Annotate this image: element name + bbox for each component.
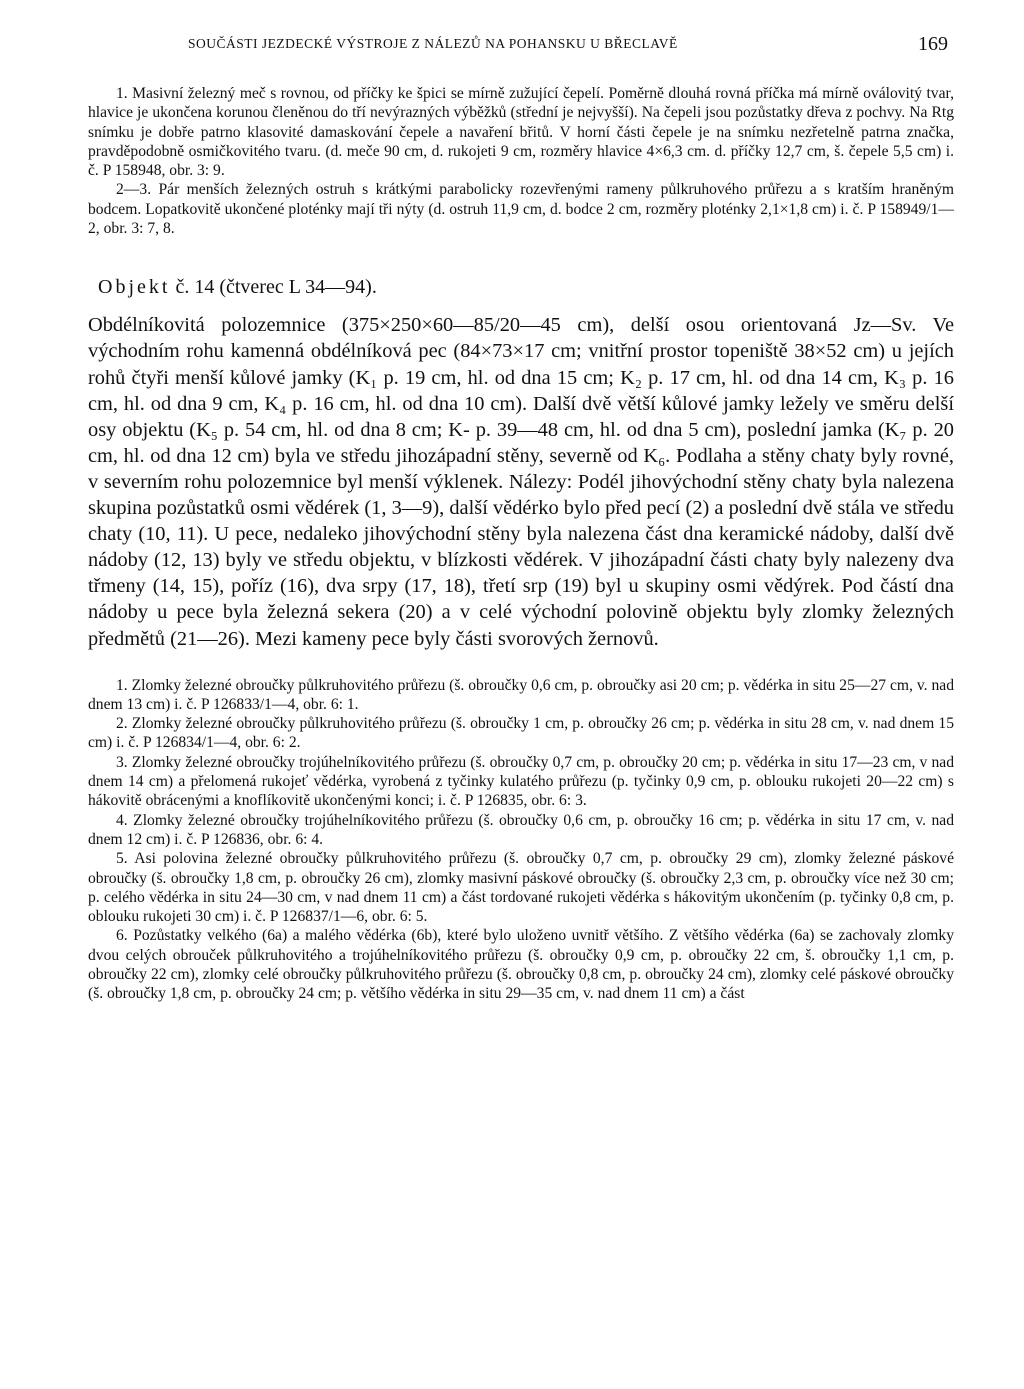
list-item: 1. Zlomky železné obroučky půlkruhovitého průřezu (š. obroučky 0,6 cm, p. obroučky asi 20 cm; p. vědérka in situ 25—27 cm, v. nad dnem 13 cm) i. č. P 126833/1—4, obr. 6: 1. bbox=[88, 676, 954, 713]
object-heading-rest: č. 14 (čtverec L 34—94). bbox=[170, 276, 377, 299]
list-item: 5. Asi polovina železné obroučky půlkruhovitého průřezu (š. obroučky 0,7 cm, p. obroučky 29 cm), zlomky železné páskové obroučky (š. obroučky 1,8 cm, p. obroučky 26 cm), zlomky masivní páskové obroučky (š. obroučky 2,3 cm, p. obroučky více než 30 cm; p. celého vědérka in situ 24—30 cm, v nad dnem 11 cm) a část tordované rukojeti vědérka s hákovitým ukončením (p. tyčinky 0,8 cm, p. oblouku rukojeti 30 cm) i. č. P 126837/1—6, obr. 6: 5. bbox=[88, 850, 954, 926]
list-item: 2. Zlomky železné obroučky půlkruhovitého průřezu (š. obroučky 1 cm, p. obroučky 26 cm; p. vědérka in situ 28 cm, v. nad dnem 15 cm) i. č. P 126834/1—4, obr. 6: 2. bbox=[88, 715, 954, 752]
list-item: 6. Pozůstatky velkého (6a) a malého vědérka (6b), které bylo uloženo uvnitř většího. Z většího vědérka (6a) se zachovaly zlomky dvou celých obrouček půlkruhovitého a trojúhelníkovitého průřezu (š. obroučky 0,9 cm, p. obroučky 22 cm, š. obroučky 1,1 cm, p. obroučky 22 cm), zlomky celé obroučky půlkruhovitého průřezu (š. obroučky 0,8 cm, p. obroučky 24 cm), zlomky celé páskové obroučky (š. obroučky 1,8 cm, p. obroučky 24 cm; p. většího vědérka in situ 29—35 cm, v. nad dnem 11 cm) a část bbox=[88, 927, 954, 1003]
find-1-paragraph: 1. Masivní železný meč s rovnou, od příčky ke špici se mírně zužující čepelí. Poměrně dlouhá rovná příčka má mírně oválovitý tvar, hlavice je ukončena korunou členěnou do tří nevýrazných výběžků (střední je nejvyšší). Na čepeli jsou pozůstatky dřeva z pochvy. Na Rtg snímku je dobře patrno klasovité damaskování čepele a navaření břitů. V horní části čepele je na snímku nezřetelně patrna značka, pravděpodobně osmičkovitého tvaru. (d. meče 90 cm, d. rukojeti 9 cm, rozměry hlavice 4×6,3 cm. d. příčky 12,7 cm, š. čepele 5,5 cm) i. č. P 158948, obr. 3: 9. bbox=[88, 85, 954, 180]
list-item: 3. Zlomky železné obroučky trojúhelníkovitého průřezu (š. obroučky 0,7 cm, p. obroučky 20 cm; p. vědérka in situ 17—23 cm, v nad dnem 14 cm) a přelomená rukojeť vědérka, vyrobená z tyčinky kulatého průřezu (p. tyčinky 0,9 cm, p. oblouku rukojeti 20—22 cm) s hákovitě obrácenými a knoflíkovitě ukončenými konci; i. č. P 126835, obr. 6: 3. bbox=[88, 753, 954, 810]
find-2-3-paragraph: 2—3. Pár menších železných ostruh s krátkými parabolicky rozevřenými rameny půlkruhového průřezu a s kratším hraněným bodcem. Lopatkovitě ukončené ploténky mají tři nýty (d. ostruh 11,9 cm, d. bodce 2 cm, rozměry ploténky 2,1×1,8 cm) i. č. P 158949/1—2, obr. 3: 7, 8. bbox=[88, 181, 954, 238]
page-header bbox=[88, 0, 954, 62]
object-description: Obdélníkovitá polozemnice (375×250×60—85/20—45 cm), delší osou orientovaná Jz—Sv. Ve východním rohu kamenná obdélníková pec (84×73×17 cm; vnitřní prostor topeniště 38×52 cm) u jejích rohů čtyři menší kůlové jamky (K₁ p. 19 cm, hl. od dna 15 cm; K₂ p. 17 cm, hl. od dna 14 cm, K₃ p. 16 cm, hl. od dna 9 cm, K₄ p. 16 cm, hl. od dna 10 cm). Další dvě větší kůlové jamky ležely ve směru delší osy objektu (K₅ p. 54 cm, hl. od dna 8 cm; K- p. 39—48 cm, hl. od dna 5 cm), poslední jamka (K₇ p. 20 cm, hl. od dna 12 cm) byla ve středu jihozápadní stěny, severně od K₆. Podlaha a stěny chaty byly rovné, v severním rohu polozemnice byl menší výklenek. Nálezy: Podél jihovýchodní stěny chaty byla nalezena skupina pozůstatků osmi vědérek (1, 3—9), další vědérko bylo před pecí (2) a poslední dvě stála ve středu chaty (10, 11). U pece, nedaleko jihovýchodní stěny byla nalezena část dna keramické nádoby, další dvě nádoby (12, 13) byly ve středu objektu, v blízkosti vědérek. V jihozápadní části chaty byly nalezeny dva třmeny (14, 15), poříz (16), dva srpy (17, 18), třetí srp (19) byl u skupiny osmi vědýrek. Pod částí dna nádoby u pece byla železná sekera (20) a v celé východní polovině objektu byly zlomky železných předmětů (21—26). Mezi kameny pece byly části svorových žernovů. bbox=[88, 314, 954, 650]
page-number: 169 bbox=[918, 33, 948, 55]
object-heading bbox=[98, 274, 954, 300]
running-title: SOUČÁSTI JEZDECKÉ VÝSTROJE Z NÁLEZŮ NA POHANSKU U BŘECLAVĚ bbox=[188, 36, 678, 51]
list-item: 4. Zlomky železné obroučky trojúhelníkovitého průřezu (š. obroučky 0,6 cm, p. obroučky 16 cm; p. vědérka in situ 17 cm, v. nad dnem 12 cm) i. č. P 126836, obr. 6: 4. bbox=[88, 811, 954, 848]
object-heading-label: Objekt bbox=[98, 276, 171, 299]
finds-list bbox=[88, 676, 954, 1004]
